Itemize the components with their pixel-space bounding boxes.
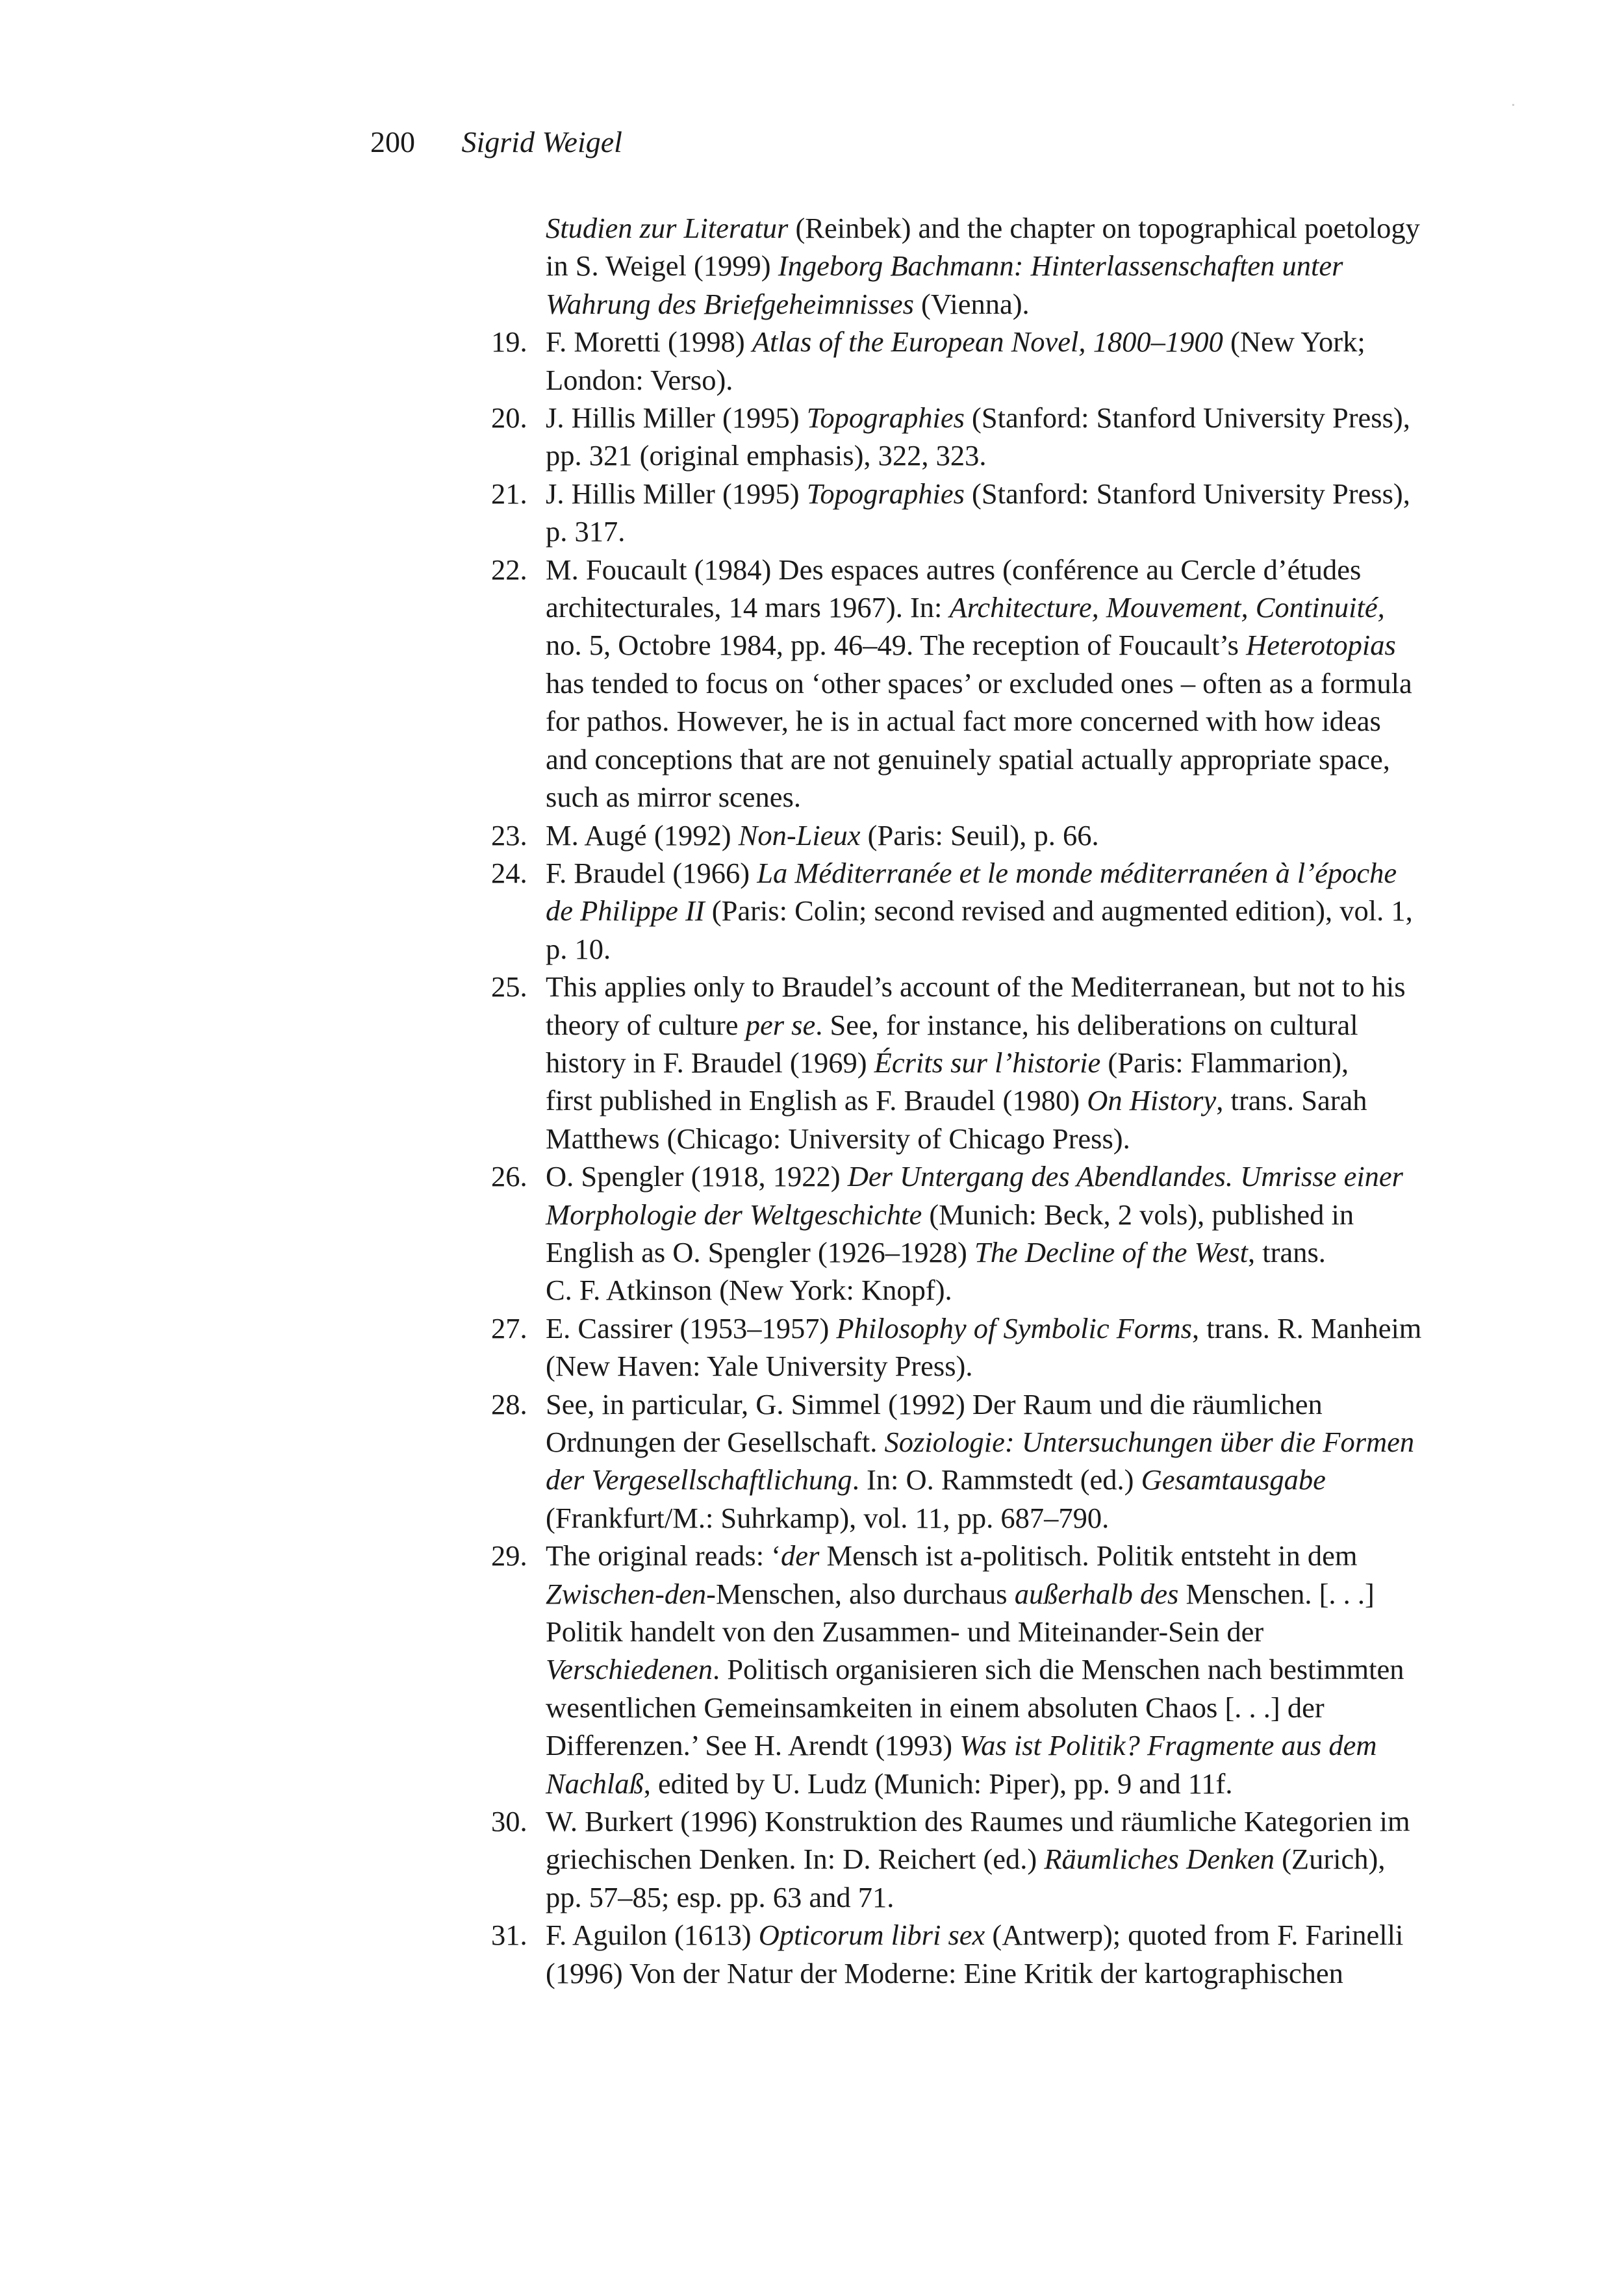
endnote-number: 19. <box>491 325 527 359</box>
text-run: Mensch ist a-politisch. Politik entsteht in dem <box>819 1539 1358 1572</box>
text-run: O. Spengler (1918, 1922) <box>546 1160 848 1193</box>
italic-title: Studien zur Literatur <box>546 212 789 244</box>
text-run: . Politisch organisieren sich die Menschen nach bestimmten <box>713 1653 1404 1686</box>
text-run: , edited by U. Ludz (Munich: Piper), pp. 9 and 11f. <box>643 1767 1233 1800</box>
endnote-line <box>546 1499 1507 1537</box>
italic-title: Nachlaß <box>546 1767 644 1800</box>
scan-speck <box>1512 104 1514 106</box>
endnote-line <box>546 1461 1507 1498</box>
endnote-line <box>546 1689 1507 1726</box>
italic-title: The Decline of the West <box>974 1235 1249 1268</box>
italic-title: On History <box>1087 1084 1217 1117</box>
text-run: (New Haven: Yale University Press). <box>546 1350 973 1383</box>
text-run: E. Cassirer (1953–1957) <box>546 1311 837 1344</box>
endnote-number: 23. <box>491 818 527 852</box>
endnote-line <box>546 247 1507 284</box>
endnote-line <box>546 399 1507 436</box>
text-run: first published in English as F. Braudel (1980) <box>546 1084 1087 1117</box>
endnote <box>491 1385 1507 1537</box>
italic-title: Wahrung des Briefgeheimnisses <box>546 287 914 320</box>
endnote-line <box>546 475 1507 512</box>
endnote-number: 21. <box>491 477 527 510</box>
page-number: 200 <box>370 125 415 158</box>
italic-title: Morphologie der Weltgeschichte <box>546 1198 922 1231</box>
endnote-line <box>546 664 1507 702</box>
italic-title: per se <box>745 1008 816 1041</box>
endnotes-list <box>491 209 1507 1992</box>
italic-title: La Méditerranée et le monde méditerranéen à l’époche <box>757 856 1397 889</box>
endnote-line <box>546 892 1507 929</box>
italic-title: Écrits sur l’historie <box>874 1046 1101 1079</box>
text-run: F. Aguilon (1613) <box>546 1919 759 1952</box>
italic-title: Gesamtausgabe <box>1141 1463 1326 1496</box>
italic-title: der <box>781 1539 820 1572</box>
endnote-line <box>546 816 1507 854</box>
italic-title: Räumliches Denken <box>1044 1843 1275 1876</box>
italic-title: Architecture, Mouvement, Continuité, <box>949 591 1385 624</box>
text-run: The original reads: ‘ <box>546 1539 781 1572</box>
endnote-line <box>546 1385 1507 1423</box>
text-run: J. Hillis Miller (1995) <box>546 477 807 510</box>
endnote-line <box>546 740 1507 778</box>
text-run: J. Hillis Miller (1995) <box>546 401 807 435</box>
text-run: (Stanford: Stanford University Press), <box>964 401 1410 435</box>
italic-title: Verschiedenen <box>546 1653 713 1686</box>
text-run: for pathos. However, he is in actual fact more concerned with how ideas <box>546 705 1381 738</box>
text-run: (Paris: Seuil), p. 66. <box>860 818 1099 852</box>
endnote <box>491 1157 1507 1309</box>
endnote-line <box>546 512 1507 550</box>
text-run: Matthews (Chicago: University of Chicago Press). <box>546 1122 1130 1155</box>
text-run: (Reinbek) and the chapter on topographical poetology <box>788 212 1420 244</box>
endnote-line <box>546 436 1507 474</box>
endnote-number: 22. <box>491 553 527 586</box>
endnote-line <box>546 1120 1507 1157</box>
endnote <box>491 854 1507 968</box>
endnote-line <box>546 1765 1507 1802</box>
endnote-line <box>546 1081 1507 1119</box>
text-run: C. F. Atkinson (New York: Knopf). <box>546 1274 952 1307</box>
endnote <box>491 1537 1507 1802</box>
endnote-number: 26. <box>491 1160 527 1193</box>
italic-title: Der Untergang des Abendlandes. Umrisse einer <box>847 1160 1403 1193</box>
text-run: (Munich: Beck, 2 vols), published in <box>922 1198 1354 1231</box>
endnote-line <box>546 968 1507 1005</box>
italic-title: de Philippe II <box>546 894 705 927</box>
text-run: , trans. R. Manheim <box>1191 1311 1422 1344</box>
italic-title: Soziologie: Untersuchungen über die Formen <box>884 1426 1415 1458</box>
endnote-line <box>546 1044 1507 1081</box>
text-run: (Stanford: Stanford University Press), <box>964 477 1410 510</box>
endnote-line <box>546 1802 1507 1840</box>
text-run: in S. Weigel (1999) <box>546 249 778 283</box>
text-run: London: Verso). <box>546 363 733 396</box>
running-head-author: Sigrid Weigel <box>461 125 622 158</box>
endnote-line <box>546 1878 1507 1916</box>
endnote-line <box>546 1271 1507 1309</box>
italic-title: Ingeborg Bachmann: Hinterlassenschaften unter <box>778 249 1343 283</box>
text-run: See, in particular, G. Simmel (1992) Der Raum und die räumlichen <box>546 1387 1323 1420</box>
text-run: p. 10. <box>546 932 611 965</box>
text-run: This applies only to Braudel’s account of the Mediterranean, but not to his <box>546 970 1406 1003</box>
italic-title: Heterotopias <box>1246 629 1396 662</box>
text-run: English as O. Spengler (1926–1928) <box>546 1235 975 1268</box>
endnote <box>491 399 1507 475</box>
endnote-continuation <box>494 209 1507 323</box>
endnote-line <box>546 1196 1507 1233</box>
text-run: (1996) Von der Natur der Moderne: Eine Kritik der kartographischen <box>546 1956 1343 1989</box>
text-run: Menschen. [. . .] <box>1178 1577 1375 1610</box>
text-run: no. 5, Octobre 1984, pp. 46–49. The reception of Foucault’s <box>546 629 1247 662</box>
endnote-line <box>546 1954 1507 1992</box>
endnote-line <box>546 1347 1507 1385</box>
endnote-line <box>546 1309 1507 1347</box>
italic-title: Atlas of the European Novel, 1800–1900 <box>752 325 1223 359</box>
endnote <box>491 816 1507 854</box>
endnote-line <box>546 1537 1507 1574</box>
text-run: has tended to focus on ‘other spaces’ or excluded ones – often as a formula <box>546 666 1412 700</box>
endnote <box>491 1309 1507 1385</box>
endnote-line <box>546 702 1507 740</box>
endnote-line <box>546 285 1507 323</box>
italic-title: Opticorum libri sex <box>758 1919 985 1952</box>
endnote-line <box>546 1840 1507 1878</box>
endnote-line <box>546 1613 1507 1650</box>
italic-title: Zwischen-den- <box>546 1577 717 1610</box>
endnote <box>491 1916 1507 1992</box>
text-run: F. Braudel (1966) <box>546 856 757 889</box>
endnote-number: 28. <box>491 1387 527 1420</box>
endnote-line <box>546 1157 1507 1195</box>
endnote-number: 29. <box>491 1539 527 1572</box>
text-run: (New York; <box>1223 325 1365 359</box>
endnote-line <box>546 551 1507 588</box>
italic-title: Philosophy of Symbolic Forms <box>836 1311 1192 1344</box>
text-run: history in F. Braudel (1969) <box>546 1046 874 1079</box>
text-run: M. Augé (1992) <box>546 818 739 852</box>
endnote-number: 25. <box>491 970 527 1003</box>
text-run: pp. 57–85; esp. pp. 63 and 71. <box>546 1880 894 1913</box>
endnote <box>491 1802 1507 1916</box>
endnote-number: 30. <box>491 1805 527 1838</box>
text-run: Menschen, also durchaus <box>716 1577 1015 1610</box>
endnote-line <box>546 1726 1507 1764</box>
endnote-number: 24. <box>491 856 527 889</box>
endnote-line <box>546 854 1507 892</box>
text-run: Politik handelt von den Zusammen- und Miteinander-Sein der <box>546 1615 1264 1648</box>
endnote-line <box>546 323 1507 360</box>
endnote-line <box>546 361 1507 399</box>
text-run: architecturales, 14 mars 1967). In: <box>546 591 950 624</box>
endnote-line <box>546 1006 1507 1044</box>
text-run: (Paris: Flammarion), <box>1100 1046 1349 1079</box>
text-run: (Frankfurt/M.: Suhrkamp), vol. 11, pp. 687–790. <box>546 1501 1110 1534</box>
endnote <box>491 323 1507 399</box>
endnote-line <box>546 209 1507 247</box>
endnote-number: 31. <box>491 1919 527 1952</box>
running-head <box>370 123 622 161</box>
text-run: Ordnungen der Gesellschaft. <box>546 1426 885 1458</box>
endnote-line <box>546 1650 1507 1688</box>
endnote <box>491 968 1507 1157</box>
endnote-line <box>546 930 1507 968</box>
italic-title: Topographies <box>806 477 965 510</box>
text-run: griechischen Denken. In: D. Reichert (ed.) <box>546 1843 1045 1876</box>
endnote-number: 20. <box>491 401 527 435</box>
endnote-line <box>546 1423 1507 1461</box>
text-run: , trans. Sarah <box>1216 1084 1367 1117</box>
endnote-line <box>546 1575 1507 1613</box>
endnote-number: 27. <box>491 1311 527 1344</box>
text-run: wesentlichen Gemeinsamkeiten in einem absoluten Chaos [. . .] der <box>546 1691 1325 1724</box>
endnote-line <box>546 1233 1507 1271</box>
text-run: . In: O. Rammstedt (ed.) <box>852 1463 1141 1496</box>
italic-title: der Vergesellschaftlichung <box>546 1463 852 1496</box>
text-run: (Paris: Colin; second revised and augmented edition), vol. 1, <box>704 894 1413 927</box>
text-run: such as mirror scenes. <box>546 781 801 814</box>
italic-title: Was ist Politik? Fragmente aus dem <box>959 1729 1377 1762</box>
italic-title: Topographies <box>806 401 965 435</box>
italic-title: Non-Lieux <box>738 818 861 852</box>
text-run: , trans. <box>1248 1235 1326 1268</box>
italic-title: außerhalb des <box>1014 1577 1179 1610</box>
text-run: pp. 321 (original emphasis), 322, 323. <box>546 439 987 472</box>
text-run: F. Moretti (1998) <box>546 325 752 359</box>
endnote-line <box>546 1916 1507 1954</box>
text-run: (Vienna). <box>913 287 1030 320</box>
text-run: and conceptions that are not genuinely spatial actually appropriate space, <box>546 742 1390 776</box>
text-run: . See, for instance, his deliberations on cultural <box>815 1008 1358 1041</box>
text-run: (Antwerp); quoted from F. Farinelli <box>985 1919 1404 1952</box>
text-run: M. Foucault (1984) Des espaces autres (conférence au Cercle d’études <box>546 553 1362 586</box>
text-run: theory of culture <box>546 1008 746 1041</box>
endnote-line <box>546 588 1507 626</box>
text-run: (Zurich), <box>1274 1843 1386 1876</box>
text-run: p. 317. <box>546 515 626 548</box>
endnote-line <box>546 626 1507 664</box>
text-run: W. Burkert (1996) Konstruktion des Raumes und räumliche Kategorien im <box>546 1805 1410 1838</box>
endnote-line <box>546 778 1507 816</box>
endnote <box>491 475 1507 551</box>
endnote <box>491 551 1507 816</box>
text-run: Differenzen.’ See H. Arendt (1993) <box>546 1729 960 1762</box>
